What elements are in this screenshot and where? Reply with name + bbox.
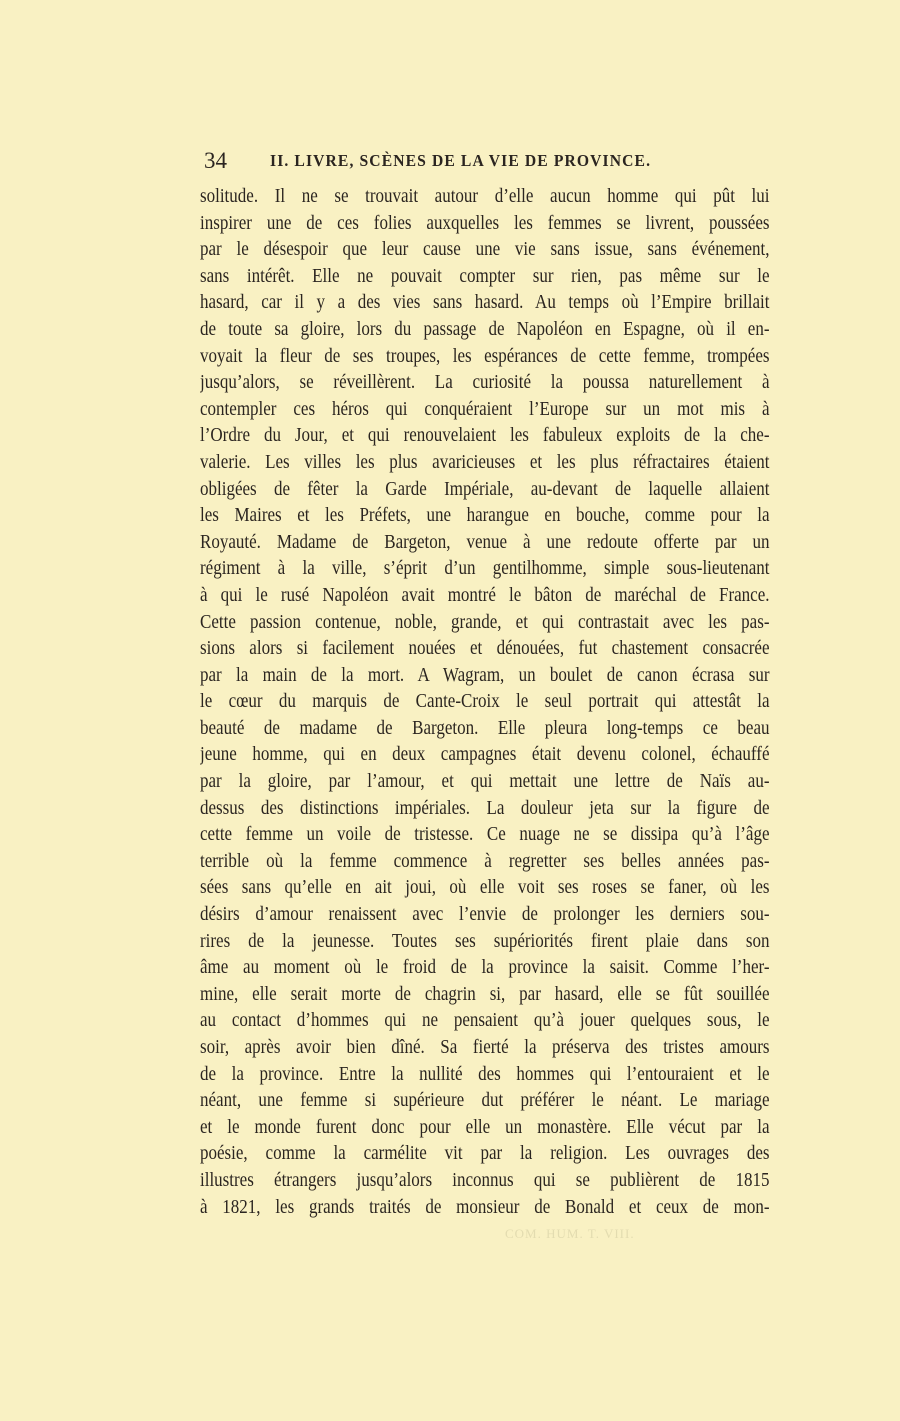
text-line: Royauté. Madame de Bargeton, venue à une redoute offerte par un	[200, 530, 770, 553]
text-line: à qui le rusé Napoléon avait montré le bâton de maréchal de France.	[200, 583, 770, 606]
text-line: terrible où la femme commence à regretter ses belles années pas-	[200, 849, 770, 872]
text-line: valerie. Les villes les plus avaricieuses et les plus réfractaires étaient	[200, 450, 770, 473]
body-text	[200, 183, 770, 1220]
running-title: II. LIVRE, SCÈNES DE LA VIE DE PROVINCE.	[270, 151, 652, 170]
text-line: soir, après avoir bien dîné. Sa fierté la préserva des tristes amours	[200, 1036, 770, 1058]
text-line: de la province. Entre la nullité des hommes qui l’entouraient et le	[200, 1062, 770, 1085]
text-line: le cœur du marquis de Cante-Croix le seul portrait qui attestât la	[200, 690, 770, 713]
text-line: jusqu’alors, se réveillèrent. La curiosité la poussa naturellement à	[200, 371, 770, 394]
text-line: dessus des distinctions impériales. La douleur jeta sur la figure de	[200, 796, 770, 819]
text-line: voyait la fleur de ses troupes, les espérances de cette femme, trompées	[200, 344, 770, 367]
running-header	[204, 148, 714, 176]
text-line: néant, une femme si supérieure dut préférer le néant. Le mariage	[200, 1089, 770, 1112]
text-line: inspirer une de ces folies auxquelles les femmes se livrent, poussées	[200, 211, 770, 234]
text-line: poésie, comme la carmélite vit par la religion. Les ouvrages des	[200, 1142, 770, 1165]
text-line: par la gloire, par l’amour, et qui mettait une lettre de Naïs au-	[200, 770, 770, 793]
text-line: les Maires et les Préfets, une harangue en bouche, comme pour la	[200, 504, 770, 527]
text-line: au contact d’hommes qui ne pensaient qu’à jouer quelques sous, le	[200, 1009, 770, 1032]
text-line: rires de la jeunesse. Toutes ses supériorités firent plaie dans son	[200, 929, 770, 952]
text-line: contempler ces héros qui conquéraient l’Europe sur un mot mis à	[200, 397, 770, 420]
text-line: à 1821, les grands traités de monsieur de Bonald et ceux de mon-	[200, 1195, 770, 1218]
text-line: l’Ordre du Jour, et qui renouvelaient les fabuleux exploits de la che-	[200, 424, 770, 447]
text-line: désirs d’amour renaissent avec l’envie de prolonger les derniers sou-	[200, 903, 770, 926]
page-number: 34	[204, 148, 227, 173]
show-through-text: COM. HUM. T. VIII.	[505, 1226, 635, 1241]
text-line: jeune homme, qui en deux campagnes était devenu colonel, échauffé	[200, 743, 770, 766]
text-line: par le désespoir que leur cause une vie sans issue, sans événement,	[200, 238, 770, 261]
text-line: régiment à la ville, s’éprit d’un gentilhomme, simple sous-lieutenant	[200, 557, 770, 580]
text-line: obligées de fêter la Garde Impériale, au-devant de laquelle allaient	[200, 477, 770, 500]
text-line: beauté de madame de Bargeton. Elle pleura long-temps ce beau	[200, 716, 770, 739]
text-line: hasard, car il y a des vies sans hasard. Au temps où l’Empire brillait	[200, 291, 770, 314]
text-line: Cette passion contenue, noble, grande, et qui contrastait avec les pas-	[200, 610, 770, 633]
text-line: de toute sa gloire, lors du passage de Napoléon en Espagne, où il en-	[200, 317, 770, 340]
text-line: solitude. Il ne se trouvait autour d’elle aucun homme qui pût lui	[200, 185, 770, 207]
text-line: sions alors si facilement nouées et dénouées, fut chastement consacrée	[200, 637, 770, 660]
text-line: illustres étrangers jusqu’alors inconnus qui se publièrent de 1815	[200, 1168, 770, 1191]
text-line: sans intérêt. Elle ne pouvait compter sur rien, pas même sur le	[200, 264, 770, 287]
text-line: sées sans qu’elle en ait joui, où elle voit ses roses se faner, où les	[200, 876, 770, 899]
text-line: mine, elle serait morte de chagrin si, par hasard, elle se fût souillée	[200, 982, 770, 1005]
text-line: par la main de la mort. A Wagram, un boulet de canon écrasa sur	[200, 663, 770, 686]
text-line: cette femme un voile de tristesse. Ce nuage ne se dissipa qu’à l’âge	[200, 823, 770, 846]
text-line: et le monde furent donc pour elle un monastère. Elle vécut par la	[200, 1115, 770, 1138]
text-line: âme au moment où le froid de la province la saisit. Comme l’her-	[200, 956, 770, 979]
